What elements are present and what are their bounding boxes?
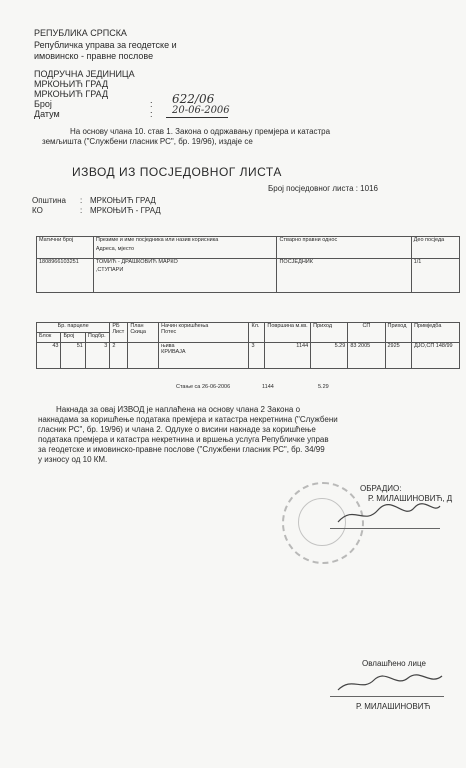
parcel-plan bbox=[128, 343, 159, 369]
parcel-header-rb-label: РБ bbox=[112, 323, 120, 329]
parcel-usage-cell bbox=[159, 343, 249, 369]
parcel-header-plan bbox=[128, 323, 159, 343]
owner-name: ТОМИЋ - ДРАШКОВИЋ МАРКО bbox=[95, 259, 178, 265]
regional-unit: ПОДРУЧНА ЈЕДИНИЦА bbox=[34, 69, 135, 79]
number-colon: : bbox=[150, 99, 153, 109]
owner-header-name bbox=[93, 237, 277, 259]
cadastral-municipality-value: МРКОЊИЋ - ГРАД bbox=[90, 206, 161, 215]
owner-name-cell bbox=[93, 259, 277, 293]
parcel-header-potes-label: Потес bbox=[161, 329, 177, 335]
parcel-header-usage-label: Начин коришћења bbox=[161, 323, 209, 329]
parcel-header-rb bbox=[110, 323, 128, 343]
parcel-header-income2: Приход bbox=[385, 323, 412, 343]
parcel-header-sp: СП bbox=[348, 323, 385, 343]
republic-name: РЕПУБЛИКА СРПСКА bbox=[34, 28, 127, 38]
parcel-area: 1144 bbox=[265, 343, 311, 369]
owner-header-relation: Стварно правни однос bbox=[277, 237, 411, 259]
processed-by-name: Р. МИЛАШИНОВИЋ, Д bbox=[368, 494, 453, 503]
fee-line2: накнадама за коришћење података премјера и катастра некретнина ("Службени bbox=[38, 415, 338, 424]
total-area: 1144 bbox=[262, 384, 274, 390]
owner-address: ,СТУПАРИ bbox=[95, 267, 124, 273]
parcel-income2: 2925 bbox=[385, 343, 412, 369]
total-income: 5.29 bbox=[318, 384, 329, 390]
parcel-number: 51 bbox=[61, 343, 85, 369]
parcel-header-group: Бр. парцеле bbox=[37, 323, 110, 333]
authorized-person-name: Р. МИЛАШИНОВИЋ bbox=[356, 702, 431, 711]
legal-intro-line2: земљишта ("Службени гласник РС", бр. 19/96), издаје се bbox=[42, 137, 253, 146]
signature-1 bbox=[334, 500, 444, 528]
parcel-sp: 83 2005 bbox=[348, 343, 385, 369]
municipality-colon: : bbox=[80, 196, 83, 205]
parcel-header-note: Примједба bbox=[412, 323, 460, 343]
city-line1: МРКОЊИЋ ГРАД bbox=[34, 79, 109, 89]
date-label: Датум bbox=[34, 109, 60, 119]
cadastral-municipality-label: КО bbox=[32, 206, 43, 215]
parcel-header-sheet-label: Лист bbox=[112, 329, 125, 335]
fee-line4: података премјера и катастра некретнина и вршења услуга Републичке управ bbox=[38, 435, 329, 444]
parcel-rb: 2 bbox=[110, 343, 128, 369]
date-underline bbox=[166, 117, 228, 118]
cadastral-municipality-colon: : bbox=[80, 206, 83, 215]
parcel-subnumber: 3 bbox=[85, 343, 109, 369]
owner-table bbox=[36, 236, 460, 293]
parcel-header-subnumber: Подбр. bbox=[85, 333, 109, 343]
owner-header-name-label: Презиме и име посједника или назив корисника bbox=[95, 237, 219, 243]
owner-row bbox=[37, 259, 460, 293]
parcel-header-sketch-label: Скица bbox=[130, 329, 146, 335]
processed-by-label: ОБРАДИО: bbox=[360, 484, 402, 493]
owner-header-id: Матични број bbox=[37, 237, 94, 259]
authorized-person-label: Овлашћено лице bbox=[362, 659, 426, 668]
signature-2-line bbox=[330, 696, 444, 697]
parcel-income: 5.29 bbox=[311, 343, 348, 369]
parcel-block: 43 bbox=[37, 343, 61, 369]
parcel-header-area: Површина м.кв. bbox=[265, 323, 311, 343]
owner-id: 1808966103251 bbox=[37, 259, 94, 293]
handwritten-date: 20-06-2006 bbox=[172, 105, 230, 116]
legal-intro-line1: На основу члана 10. став 1. Закона о одржавању премјера и катастра bbox=[70, 127, 331, 136]
owner-header-address-label: Адреса, мјесто bbox=[95, 246, 135, 252]
total-label: Стање са bbox=[176, 384, 201, 390]
municipality-label: Општина bbox=[32, 196, 66, 205]
parcel-potes: КРИВАЈА bbox=[161, 349, 186, 355]
total-date: 26-06-2006 bbox=[202, 384, 231, 390]
number-label: Број bbox=[34, 99, 52, 109]
fee-line3: гласник РС", бр. 19/96) и члана 2. Одлуке о висини накнаде за коришћење bbox=[38, 425, 316, 434]
city-line2: МРКОЊИЋ ГРАД bbox=[34, 89, 109, 99]
fee-line6: у износу од 10 КМ. bbox=[38, 455, 108, 464]
parcel-header-number: Број bbox=[61, 333, 85, 343]
signature-1-line bbox=[330, 528, 440, 529]
date-colon: : bbox=[150, 109, 153, 119]
administration-line2: имовинско - правне послове bbox=[34, 51, 154, 61]
municipality-value: МРКОЊИЋ ГРАД bbox=[90, 196, 156, 205]
parcel-header-usage bbox=[159, 323, 249, 343]
administration-line1: Републичка управа за геодетске и bbox=[34, 40, 177, 50]
owner-header-share: Део посједа bbox=[411, 237, 459, 259]
owner-share: 1/1 bbox=[411, 259, 459, 293]
parcel-usage: њива bbox=[161, 343, 175, 349]
fee-line1: Накнада за овај ИЗВОД је наплаћена на основу члана 2 Закона о bbox=[56, 405, 301, 414]
signature-2 bbox=[334, 670, 446, 696]
parcel-table bbox=[36, 322, 460, 369]
parcel-note: ДЈО,СП 148/99 bbox=[412, 343, 460, 369]
owner-relation: ПОСЈЕДНИК bbox=[277, 259, 411, 293]
parcel-class: 3 bbox=[249, 343, 265, 369]
parcel-row bbox=[37, 343, 460, 369]
parcel-header-block: Блок bbox=[37, 333, 61, 343]
parcel-header-plan-label: План bbox=[130, 323, 144, 329]
parcel-header-income: Приход bbox=[311, 323, 348, 343]
fee-line5: за геодетске и имовинско-правне послове ("Службени гласник РС", бр. 34/99 bbox=[38, 445, 325, 454]
possession-list-number: Број посједовног листа : 1016 bbox=[268, 184, 378, 193]
parcel-header-class: Кл. bbox=[249, 323, 265, 343]
document-title: ИЗВОД ИЗ ПОСЈЕДОВНОГ ЛИСТА bbox=[72, 165, 282, 179]
handwritten-number: 622/06 bbox=[172, 92, 215, 106]
